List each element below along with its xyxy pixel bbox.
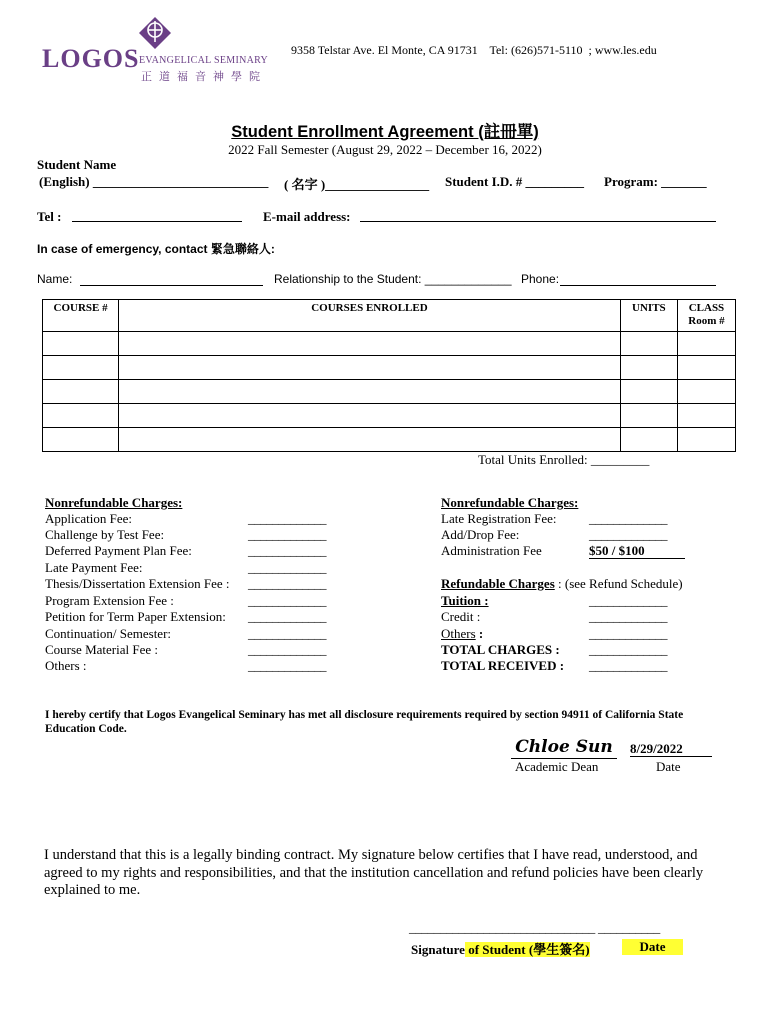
course-name-cell[interactable]: [119, 332, 621, 356]
fee-input-application[interactable]: _____________: [248, 511, 326, 526]
seminary-logo-icon: [138, 16, 172, 50]
academic-dean-label: Academic Dean: [515, 759, 599, 774]
administration-fee-value: $50 / $100: [589, 543, 685, 559]
fee-label-deferred-payment: Deferred Payment Plan Fee:: [45, 543, 192, 558]
class-room-cell[interactable]: [677, 380, 735, 404]
logo-chinese-name: 正道福音神學院: [141, 71, 267, 83]
fee-input-tuition[interactable]: _____________: [589, 593, 667, 608]
column-header-courses-enrolled: COURSES ENROLLED: [119, 300, 621, 332]
dean-signature-date: 8/29/2022: [630, 741, 712, 757]
phone-label: Phone:: [521, 272, 560, 286]
courses-table: [42, 299, 736, 452]
fee-input-others[interactable]: _____________: [248, 658, 326, 673]
class-room-cell[interactable]: [677, 332, 735, 356]
signature-word: Signature: [411, 942, 465, 957]
right-nonrefundable-heading: Nonrefundable Charges:: [441, 495, 579, 510]
course-number-cell[interactable]: [43, 380, 119, 404]
course-name-cell[interactable]: [119, 356, 621, 380]
table-row: [43, 404, 736, 428]
fee-input-program-extension[interactable]: _____________: [248, 593, 326, 608]
refundable-note-text: : (see Refund Schedule): [554, 576, 683, 591]
total-charges-label: TOTAL CHARGES :: [441, 642, 560, 657]
fee-input-deferred-payment[interactable]: _____________: [248, 543, 326, 558]
dean-date-label: Date: [656, 759, 681, 774]
total-units-enrolled-field[interactable]: Total Units Enrolled: _________: [478, 452, 650, 467]
binding-contract-statement: I understand that this is a legally binding contract. My signature below certifies that I have read, understood, and agreed to my rights and responsibilities, and that the institution cancellation and refund policies have been clearly explained to me.: [44, 847, 704, 898]
fee-input-late-registration[interactable]: _____________: [589, 511, 667, 526]
table-header-row: [43, 300, 736, 332]
units-cell[interactable]: [620, 380, 677, 404]
fee-label-program-extension: Program Extension Fee :: [45, 593, 174, 608]
student-id-field[interactable]: Student I.D. # _________: [445, 174, 585, 189]
course-name-cell[interactable]: [119, 380, 621, 404]
of-student-text: of Student (學生簽名): [464, 942, 590, 957]
fee-input-credit[interactable]: _____________: [589, 609, 667, 624]
student-signature-lines[interactable]: ______________________________ __________: [409, 920, 660, 935]
table-row: [43, 332, 736, 356]
program-field[interactable]: Program: _______: [604, 174, 707, 189]
course-number-cell[interactable]: [43, 428, 119, 452]
fee-label-thesis-extension: Thesis/Dissertation Extension Fee :: [45, 576, 230, 591]
email-input-line[interactable]: [360, 221, 716, 222]
fee-label-others-refundable: [441, 626, 483, 642]
course-number-cell[interactable]: [43, 404, 119, 428]
certification-statement: I hereby certify that Logos Evangelical Seminary has met all disclosure requirements required by section 94911 of California State Education Code.: [45, 709, 684, 735]
student-name-label: Student Name: [37, 157, 117, 172]
student-name-english-field[interactable]: (English) ___________________________: [39, 174, 269, 189]
logo-wordmark: LOGOS: [42, 44, 140, 73]
logo-subtitle: EVANGELICAL SEMINARY: [139, 55, 269, 66]
email-label: E-mail address:: [263, 209, 351, 224]
emergency-contact-heading: In case of emergency, contact 緊急聯絡人:: [37, 242, 275, 256]
course-name-cell[interactable]: [119, 428, 621, 452]
course-name-cell[interactable]: [119, 404, 621, 428]
refundable-heading-text: Refundable Charges: [441, 576, 555, 591]
tel-input-line[interactable]: [72, 221, 242, 222]
fee-input-late-payment[interactable]: _____________: [248, 560, 326, 575]
total-received-input[interactable]: _____________: [589, 658, 667, 673]
refundable-charges-heading: [441, 576, 683, 592]
seminary-address: 9358 Telstar Ave. El Monte, CA 91731 Tel: (626)571-5110 ; www.les.edu: [291, 43, 657, 57]
emergency-name-input-line[interactable]: [80, 285, 263, 286]
column-header-class-room: CLASS Room #: [677, 300, 735, 332]
fee-input-course-material[interactable]: _____________: [248, 642, 326, 657]
fee-input-term-paper-extension[interactable]: _____________: [248, 609, 326, 624]
fee-label-administration: Administration Fee: [441, 543, 542, 558]
relationship-field[interactable]: Relationship to the Student: _____________: [274, 272, 512, 286]
table-row: [43, 428, 736, 452]
dean-signature-text: Chloe Sun: [515, 737, 613, 757]
fee-label-late-payment: Late Payment Fee:: [45, 560, 143, 575]
fee-input-challenge-by-test[interactable]: _____________: [248, 527, 326, 542]
fee-label-credit: Credit :: [441, 609, 481, 624]
table-row: [43, 356, 736, 380]
student-date-label: Date: [622, 939, 683, 955]
units-cell[interactable]: [620, 356, 677, 380]
dean-signature: [511, 737, 617, 759]
class-room-cell[interactable]: [677, 356, 735, 380]
course-number-cell[interactable]: [43, 356, 119, 380]
fee-label-application: Application Fee:: [45, 511, 133, 526]
total-charges-input[interactable]: _____________: [589, 642, 667, 657]
units-cell[interactable]: [620, 404, 677, 428]
column-header-units: UNITS: [620, 300, 677, 332]
semester-dates: 2022 Fall Semester (August 29, 2022 – December 16, 2022): [228, 142, 542, 157]
units-cell[interactable]: [620, 332, 677, 356]
others-colon: :: [475, 626, 484, 641]
fee-label-add-drop: Add/Drop Fee:: [441, 527, 520, 542]
column-header-course-number: COURSE #: [43, 300, 119, 332]
class-room-cell[interactable]: [677, 404, 735, 428]
class-room-cell[interactable]: [677, 428, 735, 452]
left-nonrefundable-heading: Nonrefundable Charges:: [45, 495, 183, 510]
page-title: Student Enrollment Agreement (註冊單): [231, 123, 539, 141]
fee-label-late-registration: Late Registration Fee:: [441, 511, 557, 526]
fee-label-others: Others :: [45, 658, 87, 673]
table-row: [43, 380, 736, 404]
student-signature-label: [411, 939, 590, 958]
others-text: Others: [441, 626, 476, 641]
total-received-label: TOTAL RECEIVED :: [441, 658, 565, 673]
student-name-chinese-field[interactable]: ( 名字 )________________: [284, 177, 430, 192]
phone-input-line[interactable]: [560, 285, 716, 286]
fee-input-others-refundable[interactable]: _____________: [589, 626, 667, 641]
fee-input-thesis-extension[interactable]: _____________: [248, 576, 326, 591]
units-cell[interactable]: [620, 428, 677, 452]
fee-input-add-drop[interactable]: _____________: [589, 527, 667, 542]
tel-label: Tel :: [37, 209, 62, 224]
emergency-name-label: Name:: [37, 272, 73, 286]
fee-label-term-paper-extension: Petition for Term Paper Extension:: [45, 609, 226, 624]
fee-label-challenge-by-test: Challenge by Test Fee:: [45, 527, 165, 542]
fee-input-continuation[interactable]: _____________: [248, 626, 326, 641]
fee-label-continuation: Continuation/ Semester:: [45, 626, 172, 641]
fee-label-tuition: Tuition :: [441, 593, 489, 608]
fee-label-course-material: Course Material Fee :: [45, 642, 158, 657]
course-number-cell[interactable]: [43, 332, 119, 356]
